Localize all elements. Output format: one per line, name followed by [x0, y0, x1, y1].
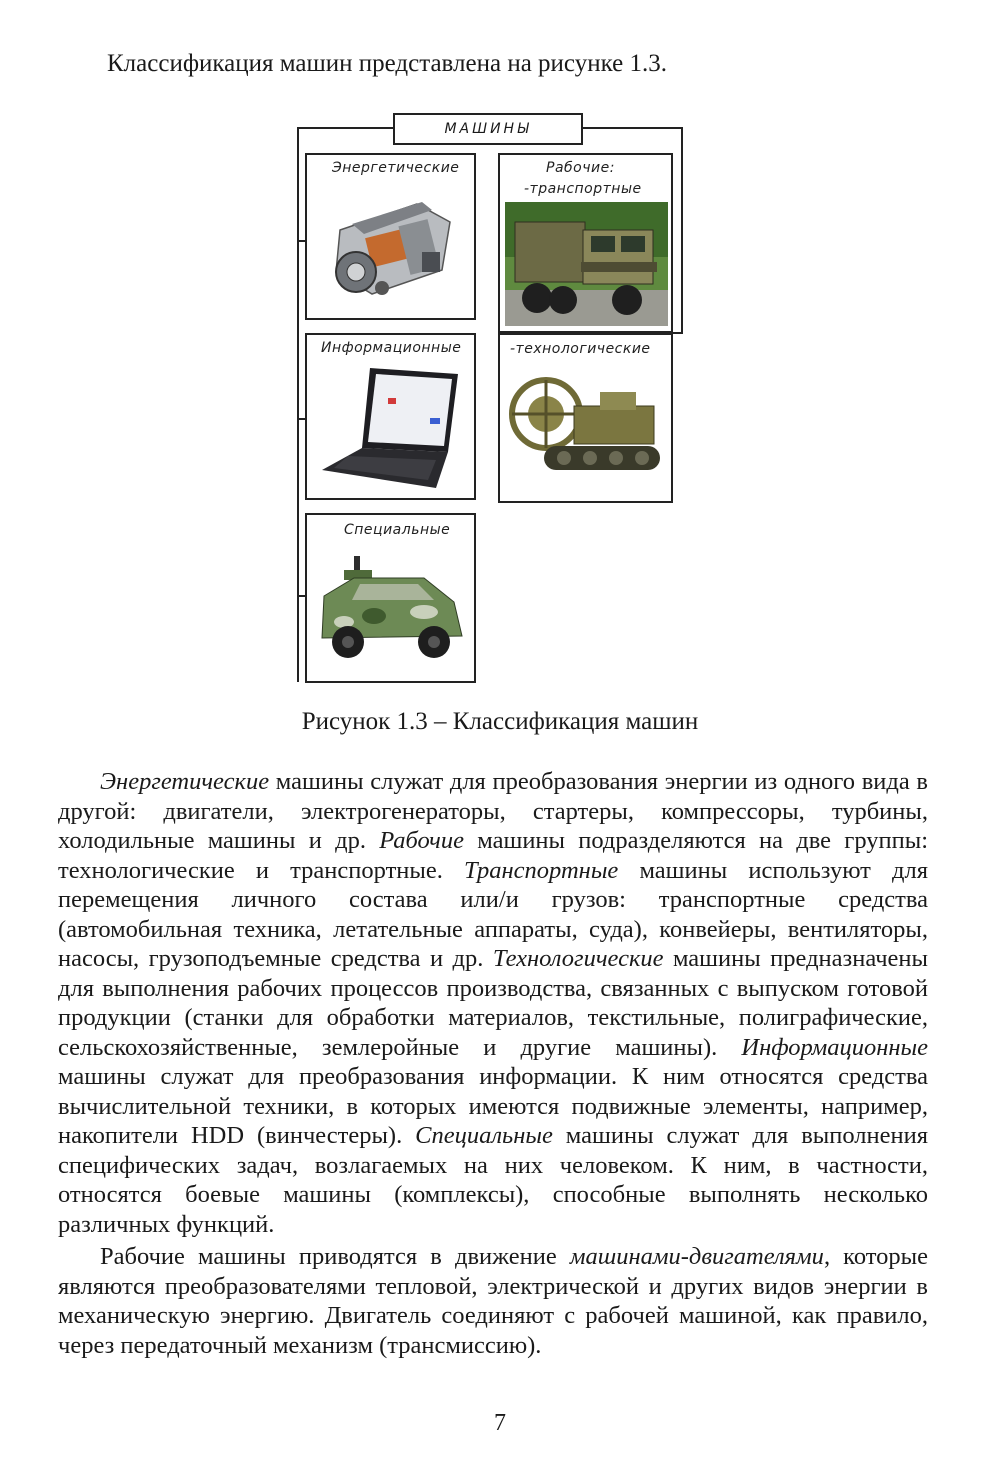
- italic-term: Рабочие: [379, 827, 464, 854]
- connector-line: [583, 127, 683, 129]
- italic-term: Технологические: [492, 945, 664, 972]
- italic-term: машинами-двигателями: [569, 1243, 824, 1270]
- excavator-tracked-image: [504, 366, 666, 478]
- connector-line: [297, 240, 305, 242]
- connector-line: [673, 332, 683, 334]
- root-label: МАШИНЫ: [444, 121, 532, 137]
- transport-label: -транспортные: [524, 181, 642, 197]
- body-text: [58, 767, 928, 1360]
- text-run: , которые являются преобразователями тепловой, электрической и других видов энергии в механическую энергию. Двигатель соединяют с рабочей машиной, как правило, через передаточный механизм (трансмиссию).: [58, 1243, 928, 1359]
- text-run: машины служат для преобразования энергии из одного вида в другой: двигатели, электрогенераторы, стартеры, компрессоры, турбины, холодильные машины и др.: [58, 768, 928, 854]
- italic-term: Специальные: [415, 1122, 553, 1149]
- paragraph-engines: [58, 1242, 928, 1360]
- special-label: Специальные: [344, 522, 451, 538]
- connector-line: [297, 127, 299, 682]
- technological-label: -технологические: [510, 341, 651, 357]
- armored-vehicle-image: [314, 556, 469, 668]
- engine-image: [322, 192, 462, 310]
- text-run: машины служат для выполнения специфических задач, возлагаемых на них человеком. К ним, в частности, относятся боевые машины (комплексы), способные выполнять несколько различных функций.: [58, 1122, 928, 1238]
- laptop-image: [318, 360, 466, 494]
- information-label: Информационные: [321, 340, 462, 356]
- connector-line: [297, 595, 305, 597]
- italic-term: Энергетические: [100, 768, 270, 795]
- energy-label: Энергетические: [332, 160, 460, 176]
- truck-image: [505, 202, 668, 326]
- connector-line: [297, 127, 394, 129]
- paragraph-classification: [58, 767, 928, 1239]
- page-number: 7: [494, 1410, 506, 1436]
- connector-line: [297, 418, 305, 420]
- italic-term: Информационные: [741, 1033, 928, 1061]
- text-run: машины используют для перемещения личного состава или/и грузов: транспортные средства (автомобильная техника, летательные аппараты, суда), конвейеры, вентиляторы, насосы, грузоподъемные средства и др.: [58, 856, 928, 972]
- classification-diagram: [0, 0, 1000, 700]
- connector-line: [681, 127, 683, 334]
- figure-caption: Рисунок 1.3 – Классификация машин: [301, 708, 699, 735]
- root-node: [393, 113, 583, 145]
- text-run: машины подразделяются на две группы: технологические и транспортные.: [58, 827, 929, 884]
- text-run: машины служат для преобразования информации. К ним относятся средства вычислительной техники, в которых имеются подвижные элементы, например, накопители HDD (винчестеры).: [58, 1063, 928, 1149]
- working-label: Рабочие:: [546, 160, 615, 176]
- text-run: машины предназначены для выполнения рабочих процессов производства, связанных с выпуском готовой продукции (станки для обработки материалов, текстильные, полиграфические, сельскохозяйственные, землеройные и другие машины).: [58, 945, 928, 1061]
- italic-term: Транспортные: [464, 856, 619, 884]
- intro-sentence: Классификация машин представлена на рисунке 1.3.: [107, 50, 667, 77]
- text-run: Рабочие машины приводятся в движение: [100, 1243, 570, 1270]
